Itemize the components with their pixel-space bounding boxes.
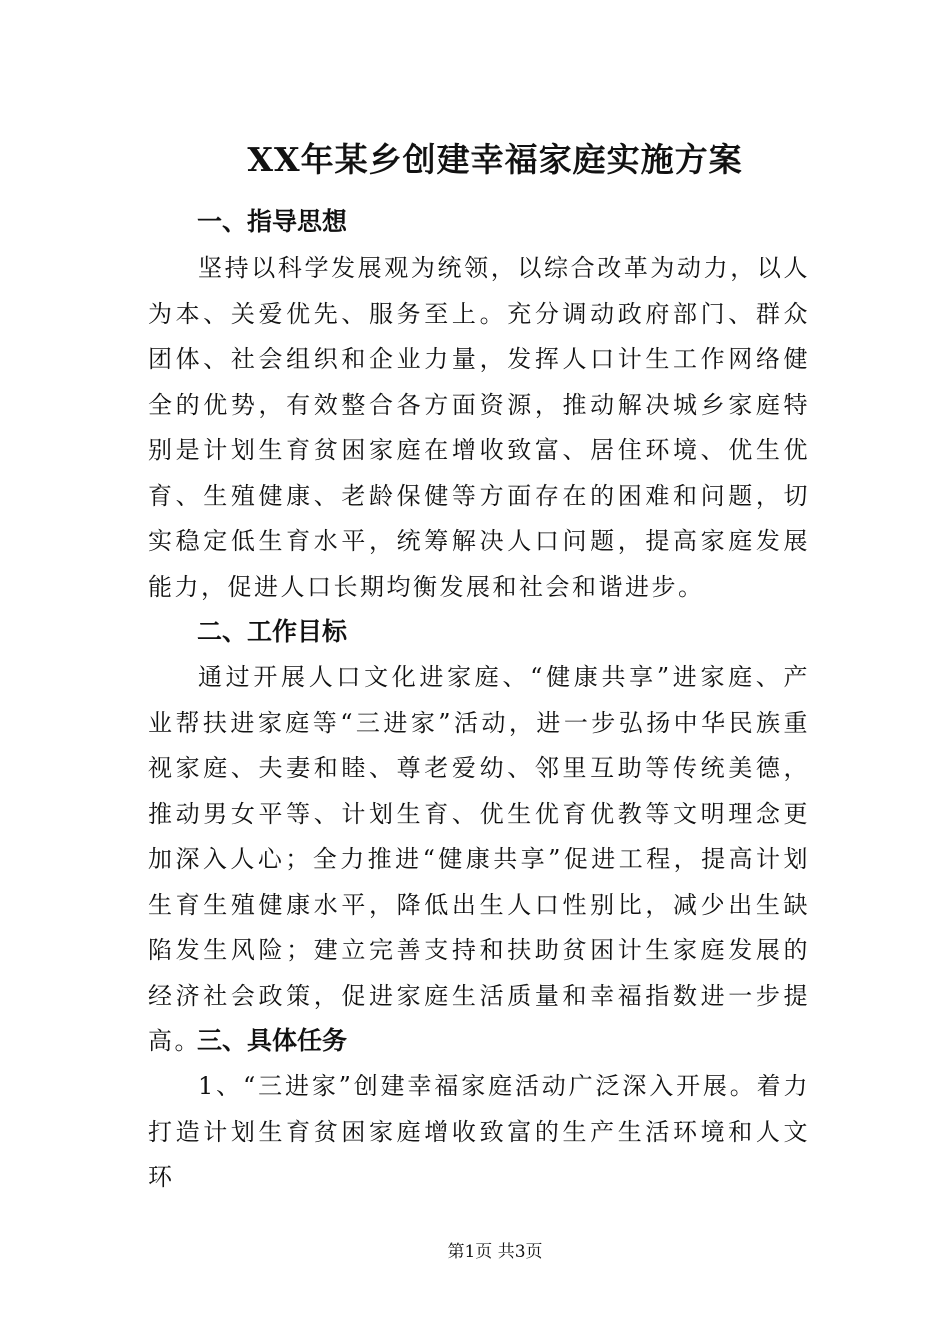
section-paragraph-specific-tasks: 1、“三进家”创建幸福家庭活动广泛深入开展。着力打造计划生育贫困家庭增收致富的生产生活环境和人文环	[148, 1072, 810, 1191]
section-heading-guiding-thought: 一、指导思想	[197, 207, 348, 236]
page-number-footer: 第1页 共3页	[447, 1242, 543, 1262]
section-heading-specific-tasks: 三、具体任务	[197, 1026, 348, 1055]
section-paragraph-guiding-thought: 坚持以科学发展观为统领，以综合改革为动力，以人为本、关爱优先、服务至上。充分调动政府部门、群众团体、社会组织和企业力量，发挥人口计生工作网络健全的优势，有效整合各方面资源，推动解决城乡家庭特别是计划生育贫困家庭在增收致富、居住环境、优生优育、生殖健康、老龄保健等方面存在的困难和问题，切实稳定低生育水平，统筹解决人口问题，提高家庭发展能力，促进人口长期均衡发展和社会和谐进步。	[148, 254, 810, 601]
section-heading-work-goals: 二、工作目标	[197, 617, 348, 646]
document-title: XX年某乡创建幸福家庭实施方案	[247, 140, 743, 179]
section-paragraph-work-goals: 通过开展人口文化进家庭、“健康共享”进家庭、产业帮扶进家庭等“三进家”活动，进一步弘扬中华民族重视家庭、夫妻和睦、尊老爱幼、邻里互助等传统美德，推动男女平等、计划生育、优生优育优教等文明理念更加深入人心；全力推进“健康共享”促进工程，提高计划生育生殖健康水平，降低出生人口性别比，减少出生缺陷发生风险；建立完善支持和扶助贫困计生家庭发展的经济社会政策，促进家庭生活质量和幸福指数进一步提高。	[148, 663, 810, 1055]
